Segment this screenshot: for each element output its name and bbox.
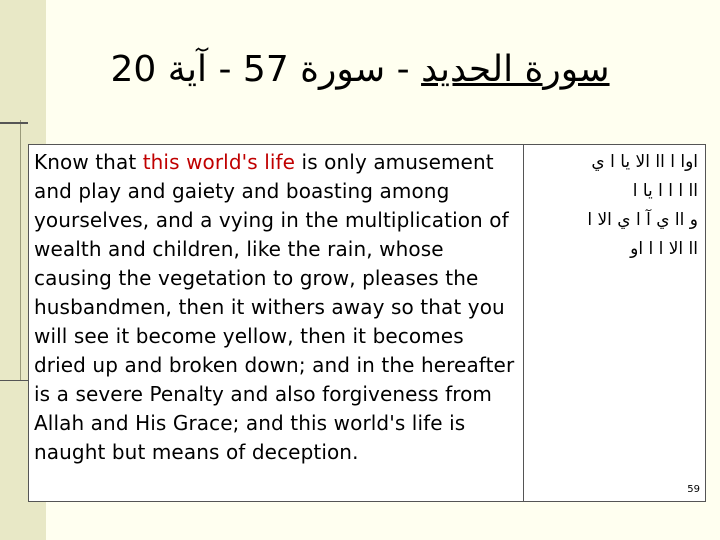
- english-before: Know that: [34, 150, 143, 174]
- arabic-line: اا الا ا ا او: [630, 239, 698, 259]
- arabic-line: و اا ي آ ا ي الا ا: [587, 210, 698, 230]
- horizontal-rule-top: [0, 122, 28, 124]
- english-after: is only amusement and play and gaiety and boasting among yourselves, and a vying in the multiplication of wealth and children, like the rain, whose causing the vegetation to grow, pleases the husbandmen, then it withers away so that you will see it become yellow, then it becomes dried up and broken down; and in the hereafter is a severe Penalty and also forgiveness from Allah and His Grace; and this world's life is naught but means of deception.: [34, 150, 515, 464]
- arabic-line: اا ا ا ا يا ا: [632, 181, 698, 201]
- english-translation: [34, 148, 520, 467]
- arabic-line: اوا ا اا الا يا ا ي: [591, 152, 698, 172]
- horizontal-rule-bottom: [0, 380, 28, 381]
- english-highlight: this world's life: [142, 150, 296, 174]
- vertical-rule: [20, 120, 21, 380]
- arabic-verse: [532, 148, 698, 264]
- title-arabic: سورة الحديد: [421, 49, 610, 90]
- title-rest: - سورة 57 - آية 20: [110, 49, 422, 90]
- slide-title: [60, 40, 660, 100]
- column-divider: [523, 144, 524, 502]
- page-number: 59: [687, 484, 700, 495]
